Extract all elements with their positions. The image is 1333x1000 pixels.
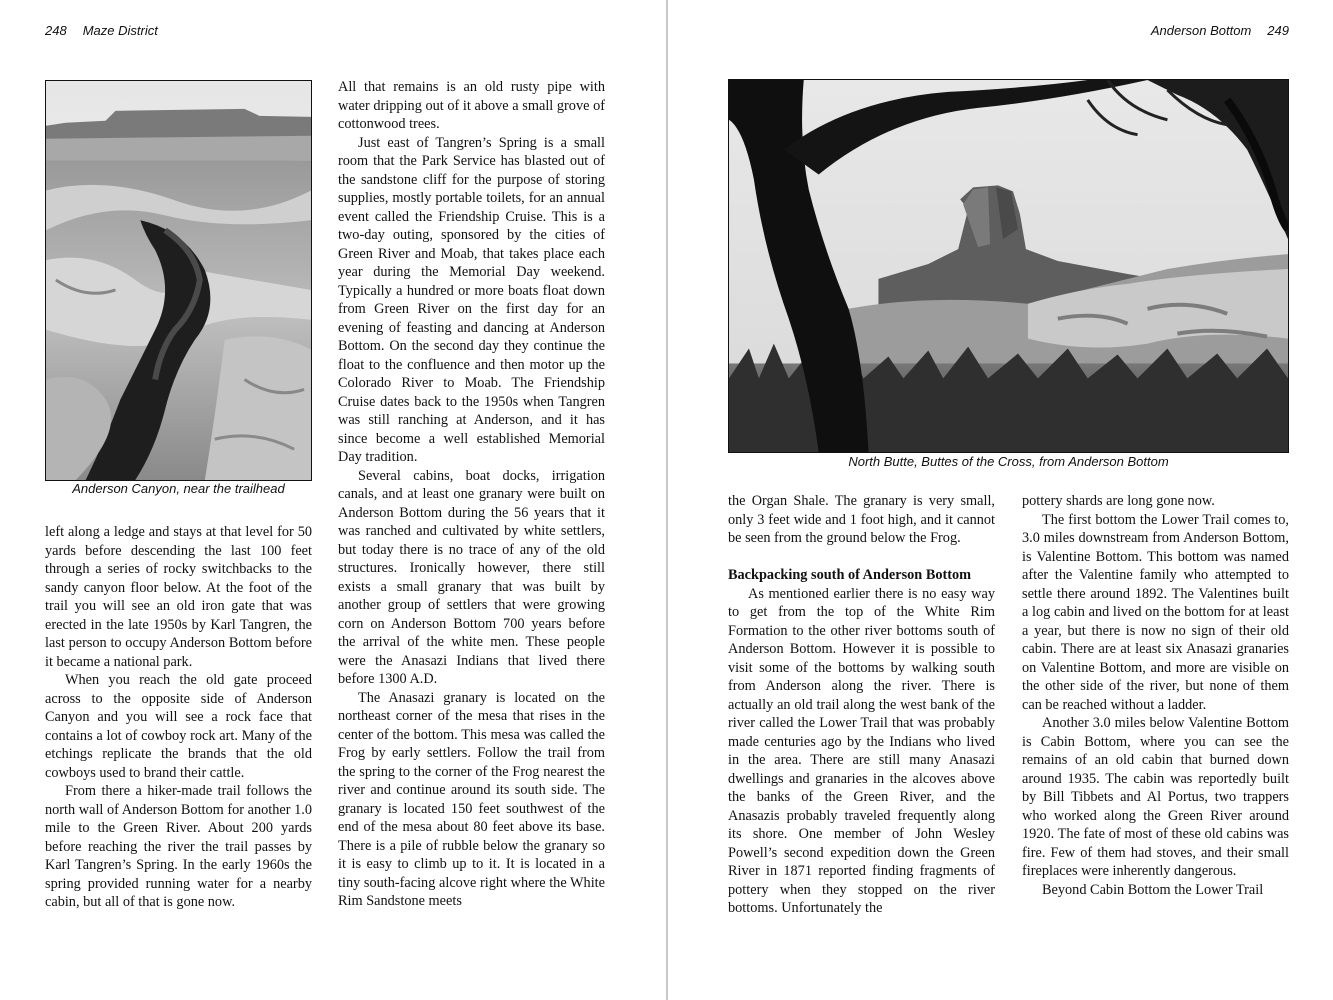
paragraph: All that remains is an old rusty pipe with water dripping out of it above a small grove of cottonwood trees.	[338, 79, 605, 132]
right-page-column-2	[1022, 492, 1289, 899]
left-running-title: Maze District	[82, 23, 158, 38]
right-running-head	[1151, 23, 1289, 38]
left-page-column-1	[45, 523, 312, 912]
left-page-number: 248	[45, 23, 67, 38]
paragraph: left along a ledge and stays at that level for 50 yards before descending the last 100 feet through a series of rocky switchbacks to the sandy canyon floor below. At the foot of the trail you will see an old iron gate that was erected in the late 1950s by Karl Tangren, the last person to occupy Anderson Bottom before it became a national park.	[45, 524, 312, 670]
page-gutter	[666, 0, 668, 1000]
section-heading: Backpacking south of Anderson Bottom	[728, 567, 972, 583]
paragraph: pottery shards are long gone now.	[1022, 493, 1215, 509]
anderson-canyon-caption: Anderson Canyon, near the trailhead	[72, 481, 285, 496]
paragraph: As mentioned earlier there is no easy way to get from the top of the White Rim Formation to the other river bottoms south of Anderson Bottom. However it is possible to visit some of the bottoms by walking south from Anderson along the river. There is actually an old trail along the west bank of the river called the Lower Trail that was probably made centuries ago by the Indians who lived in the area. There are still many Anasazi dwellings and granaries in the alcoves above the banks of the Green River, and the Anasazis probably traveled frequently along its shore. One member of John Wesley Powell’s second expedition down the Green River in 1871 reported finding fragments of pottery when they stopped on the river bottoms. Unfortunately the	[728, 585, 995, 916]
right-page-column-1	[728, 492, 995, 918]
paragraph: The first bottom the Lower Trail comes to, 3.0 miles downstream from Anderson Bottom, is Valentine Bottom. This bottom was named after the Valentine family who attempted to settle there around 1892. The Valentines built a log cabin and lived on the bottom for at least a year, but there is now no sign of their old cabin. There are at least six Anasazi granaries on Valentine Bottom, and more are visible on the other side of the river, but none of them can be reached without a ladder.	[1022, 511, 1289, 713]
paragraph: Another 3.0 miles below Valentine Bottom is Cabin Bottom, where you can see the remains of an old cabin that burned down around 1935. The cabin was reportedly built by Bill Tibbets and Al Portus, two trappers who worked along the Green River around 1920. The fate of most of these old cabins was fire. Few of them had stoves, and their small fireplaces were inherently dangerous.	[1022, 715, 1289, 879]
north-butte-caption: North Butte, Buttes of the Cross, from Anderson Bottom	[848, 454, 1169, 469]
north-butte-photo	[728, 79, 1289, 453]
left-running-head	[45, 23, 158, 38]
paragraph: Several cabins, boat docks, irrigation canals, and at least one granary were built on Anderson Bottom during the 56 years that it was ranched and cultivated by white settlers, but today there is no trace of any of the old structures. Ironically however, there still exists a small granary that was built by another group of settlers that were growing corn on Anderson Bottom 700 years before the arrival of the white men. These people were the Anasazi Indians that lived there before 1300 A.D.	[338, 467, 605, 687]
paragraph: From there a hiker-made trail follows the north wall of Anderson Bottom for another 1.0 mile to the Green River. About 200 yards before reaching the river the trail passes by Karl Tangren’s Spring. In the early 1960s the spring provided running water for a nearby cabin, but all of that is gone now.	[45, 783, 312, 910]
anderson-canyon-photo	[45, 80, 312, 481]
paragraph: the Organ Shale. The granary is very small, only 3 feet wide and 1 foot high, and it cannot be seen from the ground below the Frog.	[728, 493, 995, 546]
right-running-title: Anderson Bottom	[1150, 23, 1252, 38]
paragraph: When you reach the old gate proceed across to the opposite side of Anderson Canyon and you will see a rock face that contains a lot of cowboy rock art. Many of the etchings replicate the brands that the old cowboys used to brand their cattle.	[45, 672, 312, 781]
paragraph: The Anasazi granary is located on the northeast corner of the mesa that rises in the center of the bottom. This mesa was called the Frog by early settlers. Follow the trail from the spring to the corner of the Frog nearest the river and continue around its south side. The granary is located 150 feet southwest of the end of the mesa about 80 feet above its base. There is a pile of rubble below the granary so it is easy to climb up to it. It is located in a tiny south-facing alcove right where the White Rim Sandstone meets	[338, 689, 605, 909]
right-page-number: 249	[1267, 23, 1289, 38]
paragraph: Just east of Tangren’s Spring is a small room that the Park Service has blasted out of the sandstone cliff for the purpose of storing supplies, mostly portable toilets, for an annual event called the Friendship Cruise. This is a two-day outing, sponsored by the cities of Green River and Moab, that takes place each year during the Memorial Day weekend. Typically a hundred or more boats float down from Green River on the first day for an evening of feasting and dancing at Anderson Bottom. On the second day they continue the float to the confluence and then motor up the Colorado River to Moab. The Friendship Cruise dates back to the 1950s when Tangren was still ranching at Anderson, and it has since become a well established Memorial Day tradition.	[338, 134, 605, 465]
paragraph: Beyond Cabin Bottom the Lower Trail	[1042, 881, 1264, 898]
left-page-column-2	[338, 78, 605, 911]
